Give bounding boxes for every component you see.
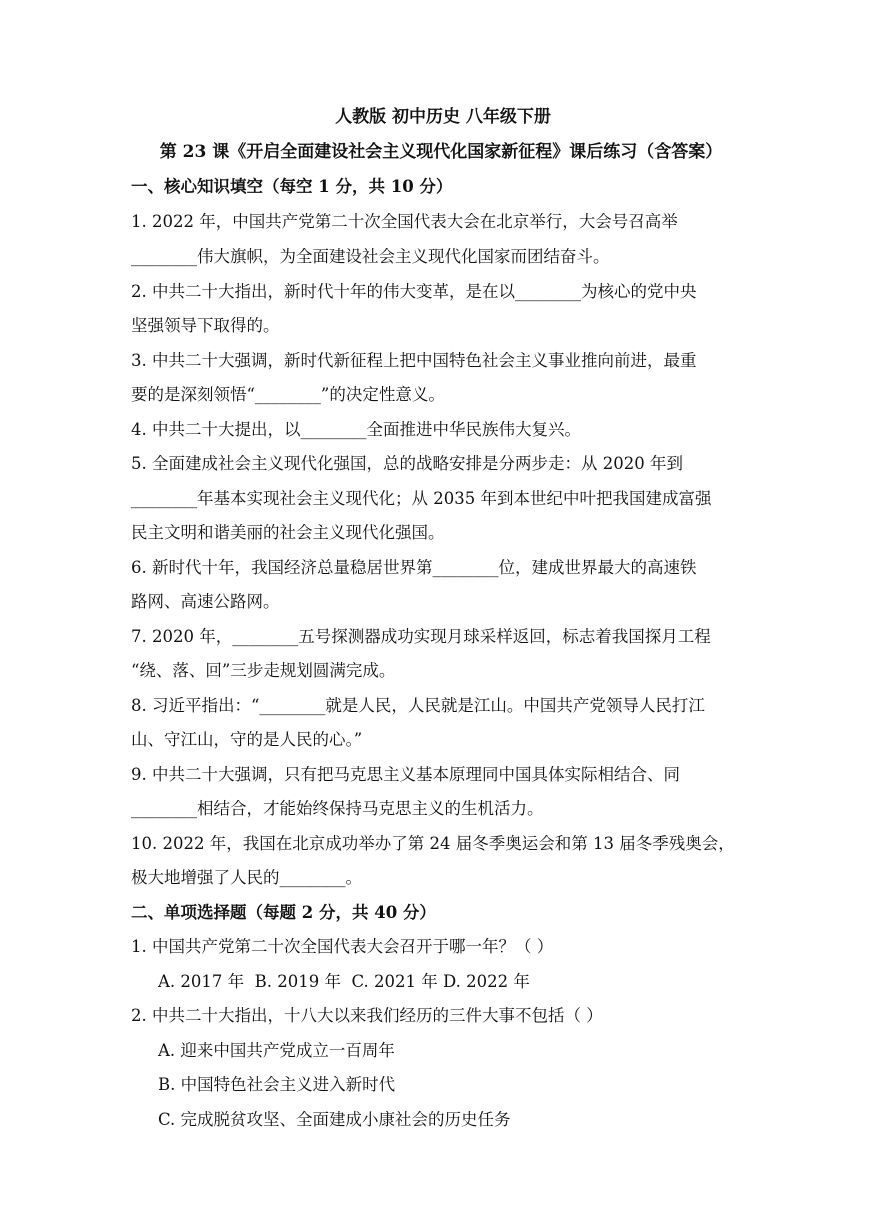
fill-blank-line: 7. 2020 年，________五号探测器成功实现月球采样返回，标志着我国探月工程: [131, 627, 711, 646]
fill-blank-line: 10. 2022 年，我国在北京成功举办了第 24 届冬季奥运会和第 13 届冬季残奥会，: [131, 834, 735, 853]
fill-blank-line: 3. 中共二十大强调，新时代新征程上把中国特色社会主义事业推向前进，最重: [131, 351, 697, 370]
fill-blank-line: ________相结合，才能始终保持马克思主义的生机活力。: [131, 799, 544, 818]
question-2-option-b: B. 中国特色社会主义进入新时代: [158, 1075, 396, 1094]
fill-blank-line: ________伟大旗帜，为全面建设社会主义现代化国家而团结奋斗。: [131, 247, 610, 266]
fill-blank-line: ________年基本实现社会主义现代化；从 2035 年到本世纪中叶把我国建成富强: [131, 489, 712, 508]
fill-blank-line: 5. 全面建成社会主义现代化强国，总的战略安排是分两步走：从 2020 年到: [131, 454, 683, 473]
document-title: 人教版 初中历史 八年级下册: [335, 107, 551, 127]
question-2: 2. 中共二十大指出，十八大以来我们经历的三件大事不包括（ ）: [131, 1006, 603, 1025]
fill-blank-line: “绕、落、回”三步走规划圆满完成。: [131, 661, 396, 680]
question-1: 1. 中国共产党第二十次全国代表大会召开于哪一年？（ ）: [131, 937, 554, 956]
fill-blank-line: 1. 2022 年，中国共产党第二十次全国代表大会在北京举行，大会号召高举: [131, 212, 678, 231]
question-2-option-a: A. 迎来中国共产党成立一百周年: [158, 1041, 395, 1060]
fill-blank-line: 路网、高速公路网。: [131, 592, 280, 611]
question-1-options: A. 2017 年 B. 2019 年 C. 2021 年 D. 2022 年: [158, 972, 530, 991]
fill-blank-line: 8. 习近平指出：“________就是人民，人民就是江山。中国共产党领导人民打江: [131, 696, 705, 715]
section-1-heading: 一、核心知识填空（每空 1 分，共 10 分）: [131, 177, 453, 196]
question-2-option-c: C. 完成脱贫攻坚、全面建成小康社会的历史任务: [158, 1110, 511, 1129]
fill-blank-line: 4. 中共二十大提出，以________全面推进中华民族伟大复兴。: [131, 420, 581, 439]
fill-blank-line: 山、守江山，守的是人民的心。”: [131, 730, 363, 749]
fill-blank-line: 坚强领导下取得的。: [131, 316, 280, 335]
fill-blank-line: 极大地增强了人民的________。: [131, 868, 362, 887]
fill-blank-line: 6. 新时代十年，我国经济总量稳居世界第________位，建成世界最大的高速铁: [131, 558, 697, 577]
fill-blank-line: 9. 中共二十大强调，只有把马克思主义基本原理同中国具体实际相结合、同: [131, 765, 680, 784]
fill-blank-line: 2. 中共二十大指出，新时代十年的伟大变革，是在以________为核心的党中央: [131, 282, 697, 301]
section-2-heading: 二、单项选择题（每题 2 分，共 40 分）: [131, 903, 436, 922]
lesson-title: 第 23 课《开启全面建设社会主义现代化国家新征程》课后练习（含答案）: [159, 142, 723, 162]
fill-blank-line: 要的是深刻领悟“________”的决定性意义。: [131, 385, 445, 404]
fill-blank-line: 民主文明和谐美丽的社会主义现代化强国。: [131, 523, 445, 542]
